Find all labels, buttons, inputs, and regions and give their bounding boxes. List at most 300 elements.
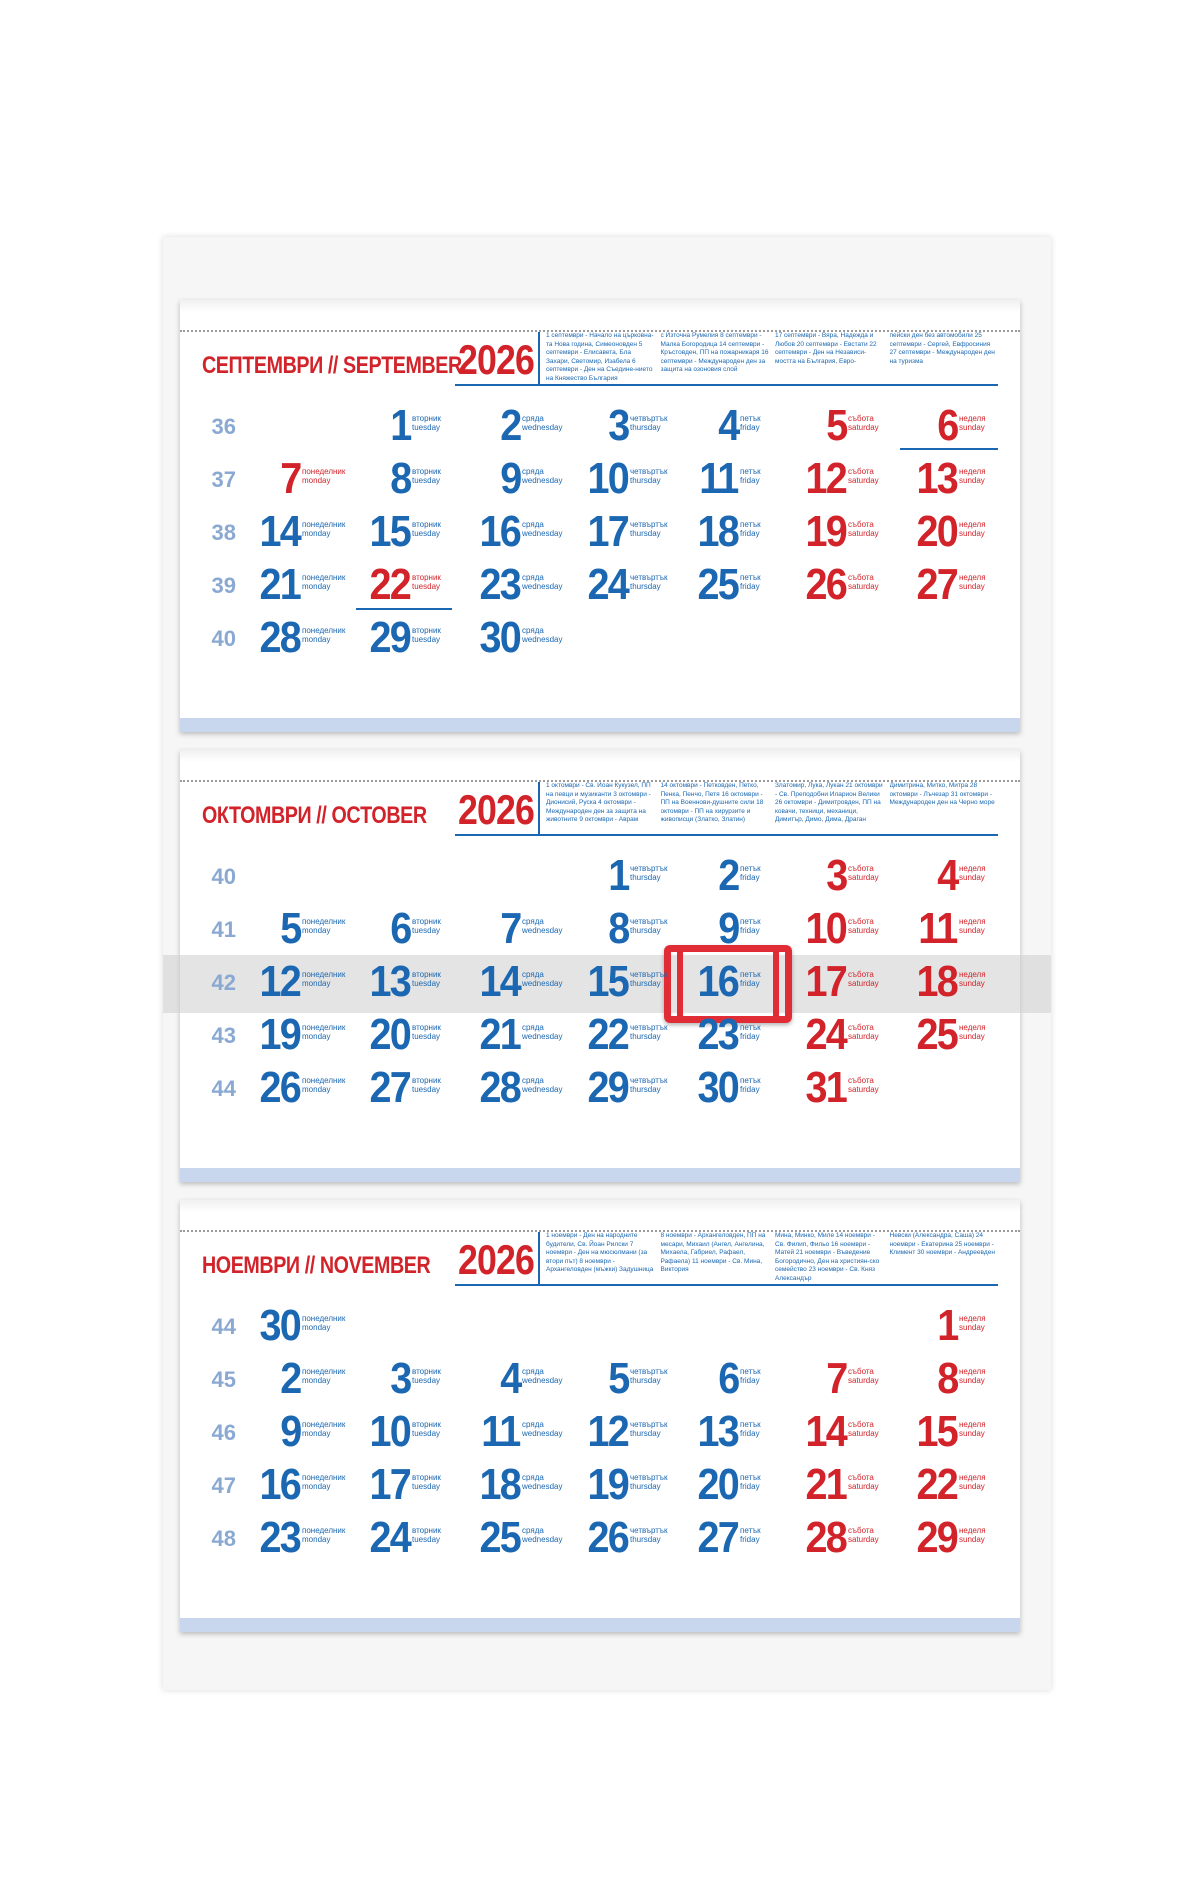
- week-number: 44: [211, 1314, 236, 1339]
- weekday-bg: вторник: [412, 1526, 441, 1535]
- weekday-en: monday: [302, 529, 331, 538]
- weekday-bg: вторник: [412, 1076, 441, 1085]
- weekday-name: [412, 467, 441, 485]
- weekday-name: [848, 1420, 879, 1438]
- weekday-name: [959, 414, 986, 432]
- day-cell[interactable]: [580, 850, 688, 902]
- holiday-notes: [546, 1232, 998, 1284]
- day-cell[interactable]: [580, 1009, 688, 1061]
- day-cell[interactable]: [472, 1512, 580, 1564]
- day-cell[interactable]: [580, 506, 688, 558]
- weekday-en: thursday: [630, 476, 661, 485]
- day-cell[interactable]: [362, 559, 470, 611]
- weekday-name: [848, 1076, 879, 1094]
- day-cell[interactable]: [690, 850, 798, 902]
- day-number: 17: [805, 957, 846, 1006]
- day-cell[interactable]: [909, 850, 1017, 902]
- weekday-en: sunday: [959, 1535, 985, 1544]
- weekday-bg: сряда: [522, 626, 544, 635]
- day-number: 30: [697, 1063, 738, 1112]
- week-number: 38: [211, 520, 236, 545]
- day-number: 27: [697, 1513, 738, 1562]
- day-number: 23: [697, 1010, 738, 1059]
- day-cell[interactable]: [362, 1459, 470, 1511]
- day-cell[interactable]: [798, 453, 906, 505]
- day-cell[interactable]: [472, 453, 580, 505]
- day-cell[interactable]: [690, 956, 798, 1008]
- day-cell[interactable]: [252, 612, 360, 664]
- day-number: 30: [259, 1301, 300, 1350]
- day-number: 22: [369, 560, 410, 609]
- weekday-bg: неделя: [959, 1526, 986, 1535]
- day-number: 30: [479, 613, 520, 662]
- day-cell[interactable]: [798, 903, 906, 955]
- day-cell[interactable]: [909, 1009, 1017, 1061]
- weekday-en: tuesday: [412, 979, 441, 988]
- day-number: 4: [717, 401, 738, 450]
- day-cell[interactable]: [798, 850, 906, 902]
- day-cell[interactable]: [362, 1353, 470, 1405]
- weekday-name: [522, 1367, 562, 1385]
- weekday-en: tuesday: [412, 1032, 441, 1041]
- weekday-en: saturday: [848, 476, 879, 485]
- weekday-name: [522, 917, 562, 935]
- day-cell[interactable]: [798, 1459, 906, 1511]
- day-number: 31: [805, 1063, 846, 1112]
- weekday-name: [740, 864, 761, 882]
- holiday-notes: [546, 782, 998, 834]
- week-number: 41: [211, 917, 236, 942]
- week-number: 47: [211, 1473, 236, 1498]
- weekday-en: wednesday: [522, 1429, 563, 1438]
- day-cell[interactable]: [909, 453, 1017, 505]
- month-title: ОКТОМВРИ // OCTOBER: [202, 802, 427, 829]
- day-cell[interactable]: [690, 559, 798, 611]
- day-cell[interactable]: [798, 956, 906, 1008]
- day-cell[interactable]: [252, 559, 360, 611]
- weekday-en: saturday: [848, 529, 879, 538]
- day-cell[interactable]: [909, 1406, 1017, 1458]
- weekday-name: [522, 970, 562, 988]
- weekday-en: wednesday: [522, 1032, 563, 1041]
- day-cell[interactable]: [580, 400, 688, 452]
- day-cell[interactable]: [472, 956, 580, 1008]
- day-number: 8: [607, 904, 628, 953]
- weekday-bg: понеделник: [302, 467, 346, 476]
- weekday-name: [412, 1076, 441, 1094]
- day-cell[interactable]: [690, 1353, 798, 1405]
- weekday-en: saturday: [848, 582, 879, 591]
- day-cell[interactable]: [798, 1009, 906, 1061]
- weekday-en: thursday: [630, 1085, 661, 1094]
- weekday-en: tuesday: [412, 1085, 441, 1094]
- weekday-bg: неделя: [959, 1367, 986, 1376]
- weekday-en: tuesday: [412, 476, 441, 485]
- weekday-bg: четвъртък: [630, 1023, 668, 1032]
- weekday-name: [740, 1473, 761, 1491]
- weekday-bg: понеделник: [302, 1420, 346, 1429]
- weekday-en: sunday: [959, 1482, 985, 1491]
- weekday-en: friday: [740, 1032, 760, 1041]
- day-cell[interactable]: [472, 903, 580, 955]
- day-cell[interactable]: [362, 1406, 470, 1458]
- weekday-name: [302, 1473, 345, 1491]
- day-number: 11: [918, 904, 957, 953]
- weekday-name: [412, 917, 441, 935]
- day-cell[interactable]: [362, 453, 470, 505]
- day-cell[interactable]: [580, 1062, 688, 1114]
- weekday-en: friday: [740, 423, 760, 432]
- weekday-name: [959, 1473, 986, 1491]
- weekday-name: [630, 864, 667, 882]
- weekday-en: friday: [740, 873, 760, 882]
- day-cell[interactable]: [909, 559, 1017, 611]
- weekday-en: wednesday: [522, 423, 563, 432]
- day-number: 2: [499, 401, 520, 450]
- weekday-en: wednesday: [522, 582, 563, 591]
- weekday-bg: събота: [848, 1473, 874, 1482]
- weekday-name: [302, 467, 345, 485]
- weekday-en: tuesday: [412, 423, 441, 432]
- week-number: 36: [211, 414, 236, 439]
- weekday-bg: петък: [740, 414, 761, 423]
- day-cell[interactable]: [252, 506, 360, 558]
- day-cell[interactable]: [798, 1512, 906, 1564]
- day-cell[interactable]: [909, 1512, 1017, 1564]
- panel-top-edge: [180, 1200, 1020, 1212]
- weekday-en: wednesday: [522, 1376, 563, 1385]
- day-cell[interactable]: [362, 1062, 470, 1114]
- weekday-bg: сряда: [522, 970, 544, 979]
- weekday-name: [630, 1367, 667, 1385]
- day-cell[interactable]: [580, 559, 688, 611]
- day-number: 4: [499, 1354, 520, 1403]
- weekday-en: thursday: [630, 1429, 661, 1438]
- day-cell[interactable]: [909, 506, 1017, 558]
- weekday-en: wednesday: [522, 529, 563, 538]
- weekday-bg: неделя: [959, 1023, 986, 1032]
- weekday-en: friday: [740, 1085, 760, 1094]
- day-number: 4: [936, 851, 957, 900]
- day-number: 12: [587, 1407, 628, 1456]
- weekday-name: [740, 1023, 761, 1041]
- week-number: 48: [211, 1526, 236, 1551]
- day-cell[interactable]: [580, 956, 688, 1008]
- weekday-en: monday: [302, 1376, 331, 1385]
- day-number: 26: [805, 560, 846, 609]
- day-number: 5: [607, 1354, 628, 1403]
- weekday-bg: понеделник: [302, 1473, 346, 1482]
- day-cell[interactable]: [252, 453, 360, 505]
- holiday-notes-column: 1 септември - Начало на църковна-та Нова година, Симеоновден 5 септември - Елисавета, Бла Захари, Светомир, Изабела 6 септември - Ден на Съедине-нието на Княжество България: [546, 332, 654, 382]
- weekday-name: [740, 573, 761, 591]
- day-number: 9: [279, 1407, 300, 1456]
- weekday-en: sunday: [959, 1323, 985, 1332]
- weekday-name: [959, 1526, 986, 1544]
- weekday-en: friday: [740, 1482, 760, 1491]
- weekday-bg: четвъртък: [630, 1076, 668, 1085]
- weekday-en: friday: [740, 1535, 760, 1544]
- weekday-bg: петък: [740, 573, 761, 582]
- day-number: 28: [479, 1063, 520, 1112]
- day-number: 9: [499, 454, 520, 503]
- day-cell[interactable]: [690, 1406, 798, 1458]
- weekday-bg: сряда: [522, 1367, 544, 1376]
- weekday-en: saturday: [848, 1429, 879, 1438]
- day-cell[interactable]: [472, 1062, 580, 1114]
- day-number: 29: [916, 1513, 957, 1562]
- day-cell[interactable]: [690, 506, 798, 558]
- holiday-notes-column: Димитрина, Митко, Митра 28 октомври - Лъчезар 31 октомври - Международен ден на Черно море: [889, 782, 995, 807]
- weekday-en: saturday: [848, 979, 879, 988]
- weekday-bg: неделя: [959, 917, 986, 926]
- panel-top-edge: [180, 300, 1020, 312]
- day-cell[interactable]: [472, 1459, 580, 1511]
- day-cell[interactable]: [690, 1062, 798, 1114]
- weekday-bg: събота: [848, 1076, 874, 1085]
- weekday-en: saturday: [848, 423, 879, 432]
- holiday-notes-column: 1 ноември - Ден на народните будители, Св. Йоан Рилски 7 ноември - Ден на мюсюлмани (за втори път) 8 ноември - Архангеловден (мъжки) Задушница: [546, 1232, 654, 1274]
- month-year: 2026: [458, 786, 535, 833]
- day-number: 1: [389, 401, 410, 450]
- day-cell[interactable]: [362, 400, 470, 452]
- weekday-bg: четвъртък: [630, 1526, 668, 1535]
- weekday-name: [848, 1023, 879, 1041]
- holiday-notes-column: 14 октомври - Петковден, Петко, Пенка, Пенчо, Петя 16 октомври - ПП на Военнови-душните сили 18 октомври - ПП на хирурзите и живописци (Златко, Златин): [660, 782, 764, 824]
- weekday-bg: събота: [848, 1420, 874, 1429]
- weekday-bg: събота: [848, 520, 874, 529]
- weekday-en: wednesday: [522, 476, 563, 485]
- weekday-bg: понеделник: [302, 1526, 346, 1535]
- day-number: 2: [279, 1354, 300, 1403]
- holiday-notes-column: Невски (Александра, Саша) 24 ноември - Екатерина 25 ноември - Климент 30 ноември - Андреевден: [889, 1232, 995, 1257]
- day-cell[interactable]: [362, 506, 470, 558]
- day-number: 29: [587, 1063, 628, 1112]
- day-cell[interactable]: [909, 1353, 1017, 1405]
- weekday-name: [848, 1367, 879, 1385]
- day-cell[interactable]: [798, 559, 906, 611]
- day-cell[interactable]: [798, 400, 906, 452]
- day-cell[interactable]: [362, 956, 470, 1008]
- weekday-en: sunday: [959, 1032, 985, 1041]
- weekday-en: friday: [740, 1376, 760, 1385]
- day-cell[interactable]: [798, 1406, 906, 1458]
- weekday-name: [959, 467, 986, 485]
- day-number: 24: [587, 560, 628, 609]
- weekday-en: wednesday: [522, 1482, 563, 1491]
- weekday-bg: четвъртък: [630, 467, 668, 476]
- weekday-name: [412, 1367, 441, 1385]
- day-number: 27: [916, 560, 957, 609]
- day-cell[interactable]: [252, 1406, 360, 1458]
- day-cell[interactable]: [252, 1062, 360, 1114]
- day-cell[interactable]: [252, 1459, 360, 1511]
- weekday-name: [522, 1076, 562, 1094]
- weekday-bg: петък: [740, 467, 761, 476]
- day-cell[interactable]: [690, 1009, 798, 1061]
- day-cell[interactable]: [472, 1406, 580, 1458]
- weekday-en: thursday: [630, 1376, 661, 1385]
- day-cell[interactable]: [580, 1512, 688, 1564]
- weekday-en: sunday: [959, 476, 985, 485]
- day-cell[interactable]: [362, 1009, 470, 1061]
- day-cell[interactable]: [798, 1062, 906, 1114]
- month-title: НОЕМВРИ // NOVEMBER: [202, 1252, 431, 1279]
- day-number: 11: [481, 1407, 520, 1456]
- day-number: 14: [259, 507, 300, 556]
- day-cell[interactable]: [690, 903, 798, 955]
- day-cell[interactable]: [909, 903, 1017, 955]
- header-underline: [455, 1284, 998, 1286]
- day-cell[interactable]: [472, 1009, 580, 1061]
- weekday-name: [848, 970, 879, 988]
- day-cell[interactable]: [580, 903, 688, 955]
- weekday-name: [848, 864, 879, 882]
- day-number: 13: [697, 1407, 738, 1456]
- day-cell[interactable]: [690, 453, 798, 505]
- weekday-bg: сряда: [522, 1076, 544, 1085]
- week-number: 40: [211, 626, 236, 651]
- holiday-underline: [900, 448, 998, 450]
- weekday-name: [522, 1420, 562, 1438]
- day-cell[interactable]: [472, 612, 580, 664]
- weekday-en: monday: [302, 582, 331, 591]
- day-cell[interactable]: [252, 956, 360, 1008]
- weekday-name: [848, 917, 879, 935]
- weekday-bg: понеделник: [302, 1367, 346, 1376]
- weekday-name: [522, 1526, 562, 1544]
- weekday-en: friday: [740, 979, 760, 988]
- weekday-name: [522, 1023, 562, 1041]
- weekday-bg: понеделник: [302, 917, 346, 926]
- weekday-bg: петък: [740, 1076, 761, 1085]
- day-cell[interactable]: [580, 1406, 688, 1458]
- weekday-name: [959, 520, 986, 538]
- weekday-name: [630, 573, 667, 591]
- weekday-name: [302, 1023, 345, 1041]
- weekday-bg: неделя: [959, 1420, 986, 1429]
- weekday-name: [412, 970, 441, 988]
- day-cell[interactable]: [472, 400, 580, 452]
- day-cell[interactable]: [909, 1459, 1017, 1511]
- weekday-bg: събота: [848, 970, 874, 979]
- day-cell[interactable]: [362, 612, 470, 664]
- weekday-bg: петък: [740, 1526, 761, 1535]
- day-number: 13: [369, 957, 410, 1006]
- weekday-name: [522, 573, 562, 591]
- week-number: 43: [211, 1023, 236, 1048]
- weekday-bg: сряда: [522, 573, 544, 582]
- weekday-bg: събота: [848, 1367, 874, 1376]
- week-number: 37: [211, 467, 236, 492]
- weekday-name: [302, 1314, 345, 1332]
- day-number: 28: [805, 1513, 846, 1562]
- panel-top-edge: [180, 750, 1020, 762]
- panel-bottom-bar: [180, 1168, 1020, 1182]
- weekday-name: [848, 520, 879, 538]
- weekday-en: monday: [302, 1323, 331, 1332]
- weekday-en: thursday: [630, 582, 661, 591]
- day-number: 6: [717, 1354, 738, 1403]
- weekday-bg: сряда: [522, 1023, 544, 1032]
- week-number: 39: [211, 573, 236, 598]
- day-cell[interactable]: [252, 1353, 360, 1405]
- weekday-name: [630, 414, 667, 432]
- weekday-name: [412, 520, 441, 538]
- day-cell[interactable]: [252, 1512, 360, 1564]
- day-cell[interactable]: [472, 506, 580, 558]
- day-number: 7: [279, 454, 300, 503]
- day-number: 10: [369, 1407, 410, 1456]
- weekday-en: monday: [302, 1429, 331, 1438]
- weekday-bg: неделя: [959, 970, 986, 979]
- weekday-bg: неделя: [959, 1314, 986, 1323]
- weekday-name: [630, 1526, 667, 1544]
- day-cell[interactable]: [362, 1512, 470, 1564]
- day-cell[interactable]: [909, 1300, 1017, 1352]
- day-cell[interactable]: [580, 453, 688, 505]
- day-cell[interactable]: [362, 903, 470, 955]
- holiday-underline: [356, 608, 452, 610]
- holiday-notes-column: с Източна Румелия 8 септември - Малка Богородица 14 септември - Кръстовден, ПП на пожарникаря 16 септември - Международен ден за защита на озоновия слой: [660, 332, 769, 374]
- weekday-bg: неделя: [959, 520, 986, 529]
- day-number: 5: [825, 401, 846, 450]
- holiday-notes-column: пейски ден без автомобили 25 септември - Сергей, Евфросиния 27 септември - Международен ден на туризма: [889, 332, 995, 365]
- weekday-name: [412, 1023, 441, 1041]
- weekday-bg: четвъртък: [630, 1367, 668, 1376]
- weekday-name: [740, 1367, 761, 1385]
- weekday-name: [302, 626, 345, 644]
- day-cell[interactable]: [472, 559, 580, 611]
- weekday-en: sunday: [959, 582, 985, 591]
- day-cell[interactable]: [580, 1353, 688, 1405]
- weekday-en: sunday: [959, 979, 985, 988]
- day-cell[interactable]: [909, 400, 1017, 452]
- day-cell[interactable]: [252, 1009, 360, 1061]
- day-number: 27: [369, 1063, 410, 1112]
- weekday-name: [848, 467, 879, 485]
- weekday-en: friday: [740, 582, 760, 591]
- weekday-bg: четвъртък: [630, 520, 668, 529]
- day-number: 21: [259, 560, 300, 609]
- day-number: 6: [389, 904, 410, 953]
- weekday-bg: четвъртък: [630, 970, 668, 979]
- weekday-bg: неделя: [959, 1473, 986, 1482]
- day-cell[interactable]: [252, 903, 360, 955]
- weekday-bg: петък: [740, 520, 761, 529]
- day-cell[interactable]: [690, 1459, 798, 1511]
- day-number: 19: [259, 1010, 300, 1059]
- day-cell[interactable]: [909, 956, 1017, 1008]
- weekday-bg: вторник: [412, 467, 441, 476]
- day-cell[interactable]: [472, 1353, 580, 1405]
- day-number: 10: [805, 904, 846, 953]
- day-cell[interactable]: [798, 506, 906, 558]
- weekday-en: tuesday: [412, 1535, 441, 1544]
- day-number: 24: [369, 1513, 410, 1562]
- weekday-name: [740, 414, 761, 432]
- weekday-bg: събота: [848, 573, 874, 582]
- day-cell[interactable]: [798, 1353, 906, 1405]
- day-cell[interactable]: [252, 1300, 360, 1352]
- weekday-en: tuesday: [412, 1376, 441, 1385]
- day-cell[interactable]: [580, 1459, 688, 1511]
- weekday-name: [412, 1420, 441, 1438]
- weekday-name: [522, 414, 562, 432]
- day-cell[interactable]: [690, 400, 798, 452]
- month-title: СЕПТЕМВРИ // SEPTEMBER: [202, 352, 462, 379]
- day-cell[interactable]: [690, 1512, 798, 1564]
